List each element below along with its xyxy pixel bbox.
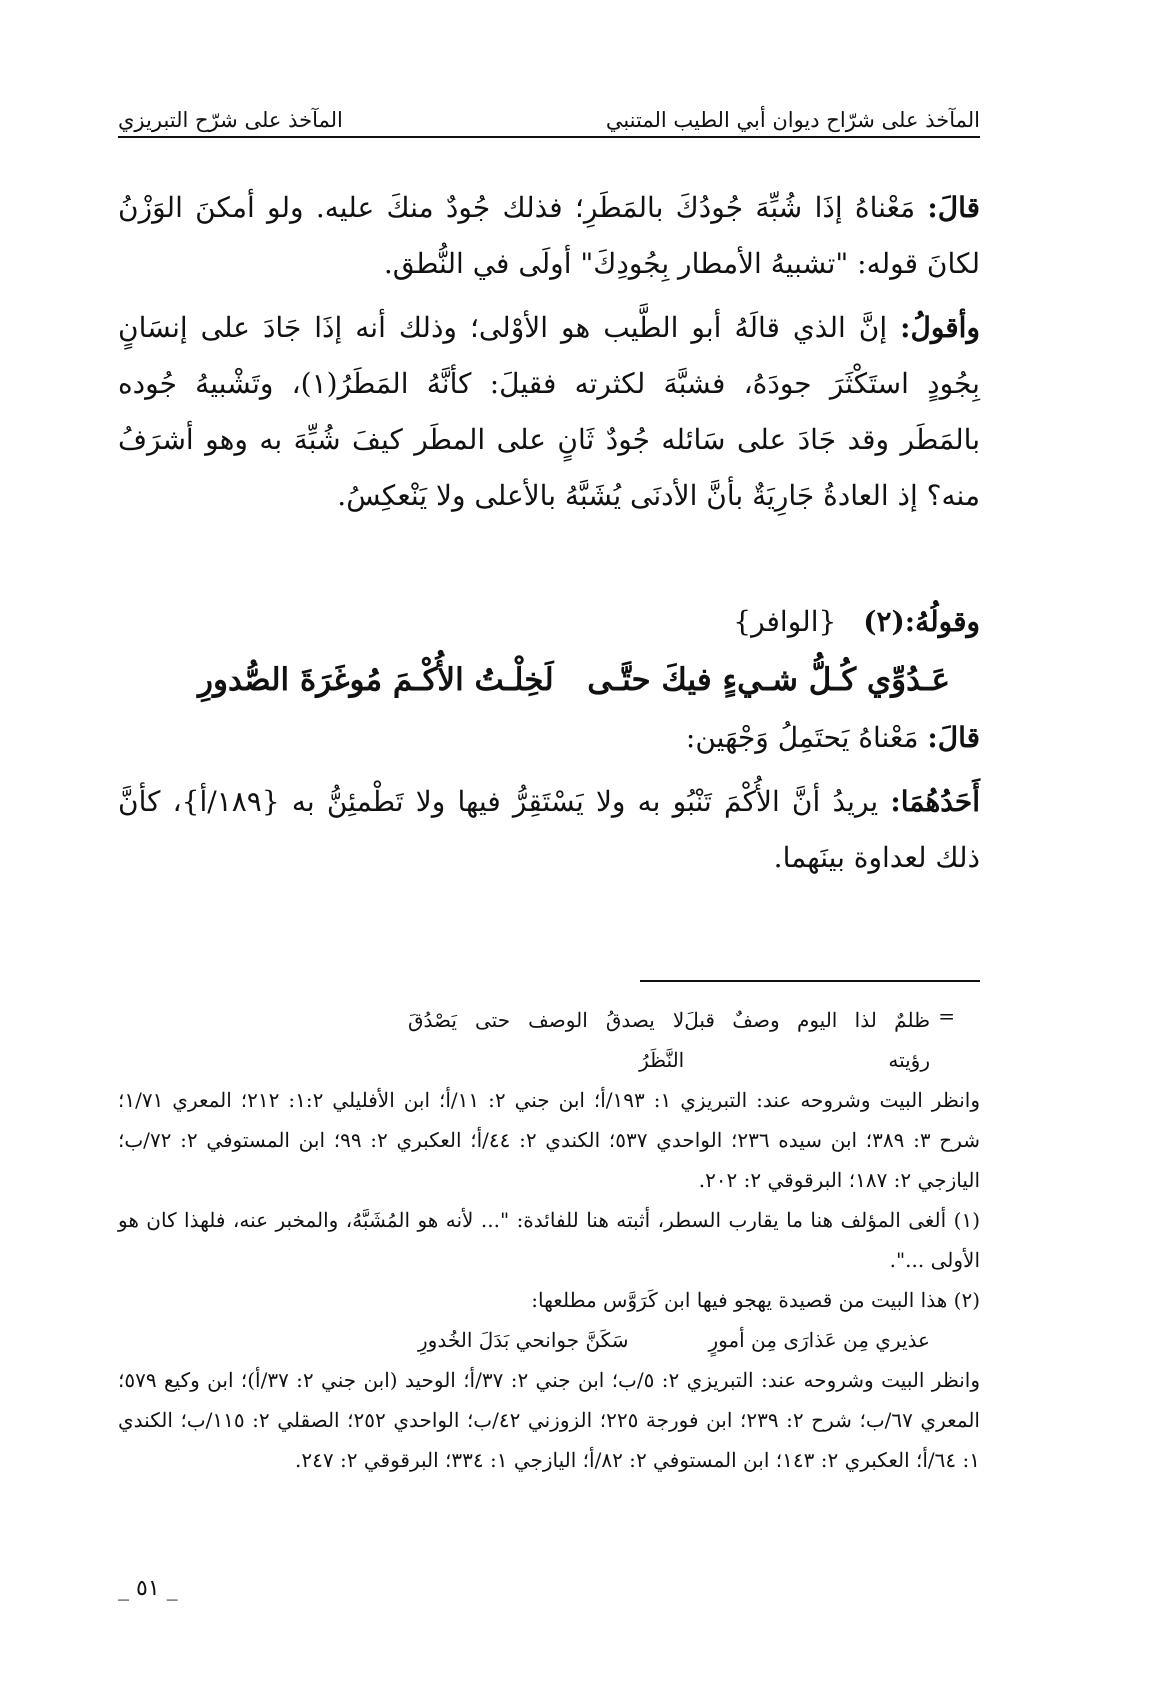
paragraph-lead: وأقولُ:: [900, 311, 980, 344]
paragraph-text: مَعْناهُ إذَا شُبِّهَ جُودُكَ بالمَطَرِ؛ فذلك جُودٌ منكَ عليه. ولو أمكنَ الوَزْنُ لكانَ قوله: "تشبيهُ الأمطار بِجُودِكَ" أولَى في النُّطق.: [118, 191, 980, 280]
footnote-verse-b-second: سَكَنَّ جوانحي بَدَلَ الخُدورِ: [418, 1328, 629, 1352]
verse-meter: {الوافر}: [733, 605, 837, 638]
running-header: [118, 92, 980, 132]
paragraph-lead: قالَ:: [927, 721, 980, 754]
verse-intro: [118, 594, 980, 650]
header-book-title: المآخذ على شرّاح ديوان أبي الطيب المتنبي: [605, 108, 980, 132]
footnote-verse-b: [118, 1320, 980, 1360]
main-text: [118, 180, 980, 894]
paragraph-qala-2: [118, 710, 980, 766]
verse-first-hemistich: عَـدُوِّي كُـلُّ شـيءٍ فيكَ حتَّـى: [587, 662, 950, 698]
header-rule: [118, 136, 980, 138]
footnote-references-b: وانظر البيت وشروحه عند: التبريزي ٢: ٥/ب؛ ابن جني ٢: ٣٧/أ؛ الوحيد (ابن جني ٢: ٣٧/أ)؛ ابن وكيع ٥٧٩؛ المعري ٦٧/ب؛ شرح ٢: ٢٣٩؛ ابن فورجة ٢٢٥؛ الزوزني ٤٢/ب؛ الواحدي ٢٥٢؛ الصقلي ٢: ١١٥/ب؛ الكندي ١: ٦٤/أ؛ العكبري ٢: ١٤٣؛ ابن المستوفي ٢: ٨٢/أ؛ اليازجي ١: ٣٣٤؛ البرقوقي ٢: ٢٤٧.: [118, 1368, 981, 1472]
paragraph-first-aspect: [118, 774, 980, 886]
paragraph-qala-1: [118, 180, 980, 292]
footnote-references-a: وانظر البيت وشروحه عند: التبريزي ١: ١٩٣/أ؛ ابن جني ٢: ١١/أ؛ ابن الأفليلي ١:٢: ٢١٢؛ المعري ١/٧١؛ شرح ٣: ٣٨٩؛ ابن سيده ٢٣٦؛ الواحدي ٥٣٧؛ الكندي ٢: ٤٤/أ؛ العكبري ٢: ٩٩؛ ابن المستوفي ٢: ٧٢/ب؛ اليازجي ٢: ١٨٧؛ البرقوقي ٢: ٢٠٢.: [118, 1088, 981, 1192]
footnotes: [118, 1000, 980, 1480]
footnote-2-intro: (٢) هذا البيت من قصيدة يهجو فيها ابن كَرَوَّس مطلعها:: [531, 1288, 980, 1312]
footnote-rule: [640, 980, 980, 982]
header-chapter-title: المآخذ على شرّح التبريزي: [118, 108, 343, 132]
footnote-verse-a-first: ظلمٌ لذا اليوم وصفٌ قبلَ رؤيته: [684, 1008, 930, 1072]
footnote-verse-a: [118, 1000, 980, 1080]
footnote-1: (١) ألغى المؤلف هنا ما يقارب السطر، أثبته هنا للفائدة: "... لأنه هو المُشَبَّهُ، والمخبر عنه، فلهذا كان هو الأولى ...".: [118, 1208, 980, 1272]
verse-second-hemistich: لَخِلْـتُ الأُكْـمَ مُوغَرَةَ الصُّدورِ: [198, 662, 554, 698]
paragraph-aqulu: [118, 300, 980, 524]
footnote-verse-b-first: عذيري مِن عَذارَى مِن أمورٍ: [708, 1328, 930, 1352]
footnote-verse-a-second: لا يصدقُ الوصف حتى يَصْدُقَ النَّظَرُ: [408, 1008, 685, 1072]
page-number: _ ٥١ _: [118, 1576, 178, 1601]
paragraph-text: يريدُ أنَّ الأُكْمَ تَنْبُو به ولا يَسْتَقِرُّ فيها ولا تَطْمئِنُّ به {١٨٩/أ}، كأنَّ ذلك لعداوة بينَهما.: [118, 785, 980, 874]
poetry-verse: [118, 650, 980, 710]
paragraph-text: إنَّ الذي قالَهُ أبو الطَّيب هو الأوْلى؛ وذلك أنه إذَا جَادَ على إنسَانٍ بِجُودٍ استَكْثَرَ جودَهُ، فشبَّهَ لكثرته فقيلَ: كأنَّهُ المَطَرُ(١)، وتَشْبيهُ جُوده بالمَطَر وقد جَادَ على سَائله جُودٌ ثَانٍ على المطَر كيفَ شُبِّهَ به وهو أشرَفُ منه؟ إذ العادةُ جَارِيَةٌ بأنَّ الأدنَى يُشَبَّهُ بالأعلى ولا يَنْعكِسُ.: [118, 311, 980, 512]
verse-intro-label: وقولُهُ:(٢): [863, 605, 980, 638]
paragraph-lead: قالَ:: [927, 191, 980, 224]
paragraph-lead: أَحَدُهُمَا:: [890, 785, 980, 818]
paragraph-text: مَعْناهُ يَحتَمِلُ وَجْهَين:: [685, 721, 928, 754]
continuation-mark: =: [938, 1004, 955, 1028]
